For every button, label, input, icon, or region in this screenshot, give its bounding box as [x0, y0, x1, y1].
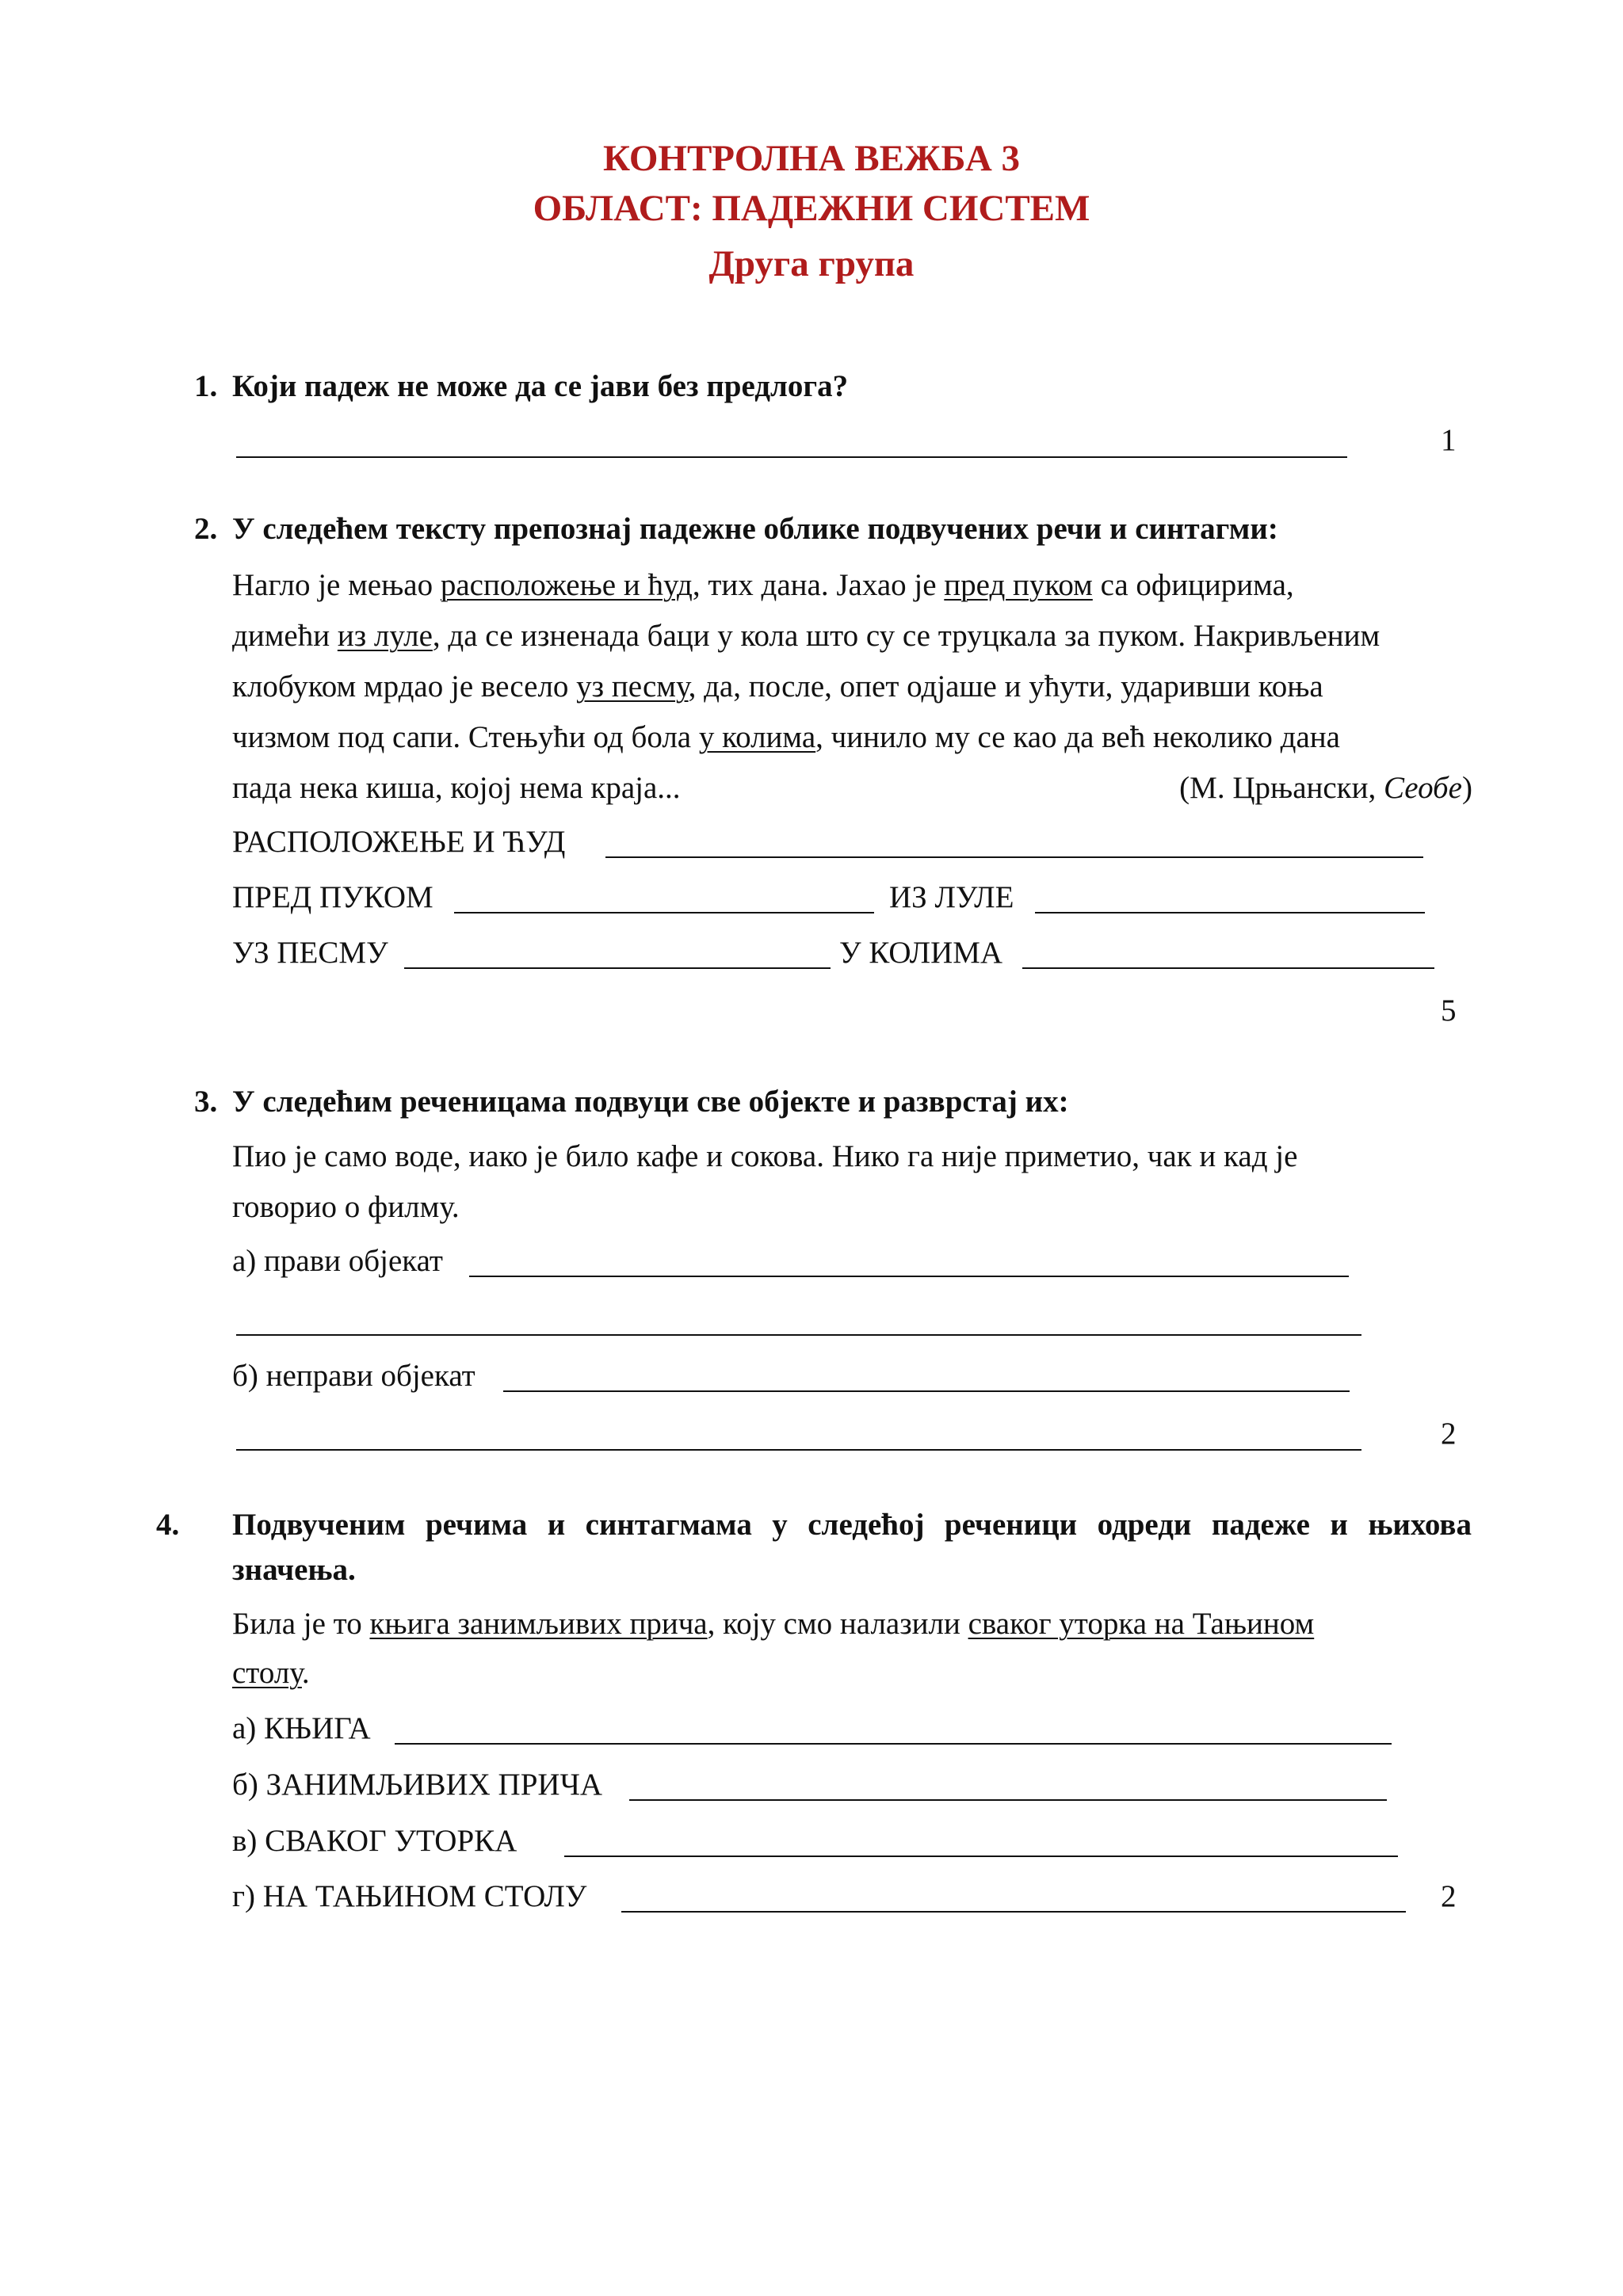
label-iz-lule: ИЗ ЛУЛЕ [889, 880, 1014, 914]
q4-sentence-line-1: Била је то књига занимљивих прича, коју смо налазили сваког уторка на Тањином [232, 1607, 1315, 1641]
q3-sentence-line-1: Пио је само воде, иако је било кафе и сокова. Нико га није приметио, чак и кад је [232, 1139, 1298, 1173]
question-1 [194, 364, 1472, 410]
underlined-uz-pesmu: уз песму [576, 669, 689, 704]
question-4-text: Подвученим речима и синтагмама у следећој реченици одреди падеже и њихова значења. [232, 1508, 1472, 1587]
answer-line-pravi-1[interactable] [469, 1276, 1349, 1277]
label-raspolozenje: РАСПОЛОЖЕЊЕ И ЋУД [232, 825, 566, 859]
passage-source: (М. Црњански, Сеобе) [1179, 771, 1472, 805]
q1-points: 1 [1441, 423, 1457, 457]
label-nepravi-objekat: б) неправи објекат [232, 1359, 475, 1393]
question-3 [194, 1080, 1472, 1125]
answer-line-knjiga[interactable] [395, 1743, 1392, 1745]
underlined-svakog-utorka: сваког уторка на Тањином [968, 1607, 1315, 1641]
question-3-text: У следећим реченицама подвуци све објекте и разврстај их: [232, 1085, 1069, 1119]
label-zanimljivih-prica: б) ЗАНИМЉИВИХ ПРИЧА [232, 1768, 603, 1802]
answer-line-iz-lule[interactable] [1035, 912, 1425, 913]
label-svakog-utorka: в) СВАКОГ УТОРКА [232, 1824, 517, 1858]
underlined-stolu: столу [232, 1656, 302, 1690]
underlined-pred-pukom: пред пуком [944, 568, 1093, 602]
answer-line-uz-pesmu[interactable] [404, 967, 831, 969]
question-2-number: 2. [194, 512, 218, 546]
q3-points: 2 [1441, 1417, 1457, 1451]
label-uz-pesmu: УЗ ПЕСМУ [232, 936, 388, 970]
underlined-u-kolima: у колима [698, 720, 816, 754]
passage-line-3: клобуком мрдао је весело уз песму, да, после, опет одјаше и ућути, ударивши коња [232, 669, 1323, 704]
label-pravi-objekat: а) прави објекат [232, 1244, 443, 1278]
answer-line-pred-pukom[interactable] [454, 912, 874, 913]
answer-line-pravi-2[interactable] [236, 1334, 1361, 1336]
answer-line-svakog-utorka[interactable] [564, 1855, 1398, 1857]
question-4-number: 4. [156, 1508, 180, 1542]
passage-line-5: пада нека киша, којој нема краја... [232, 771, 681, 805]
title-line-2: ОБЛАСТ: ПАДЕЖНИ СИСТЕМ [533, 188, 1090, 229]
answer-line-u-kolima[interactable] [1022, 967, 1434, 969]
underlined-raspolozenje: расположење и ћуд [440, 568, 693, 602]
question-1-text: Који падеж не може да се јави без предлога? [232, 369, 849, 403]
source-title: Сеобе [1384, 771, 1462, 805]
question-3-number: 3. [194, 1085, 218, 1119]
question-2-text: У следећем тексту препознај падежне облике подвучених речи и синтагми: [232, 512, 1278, 546]
question-4 [156, 1503, 1472, 1592]
passage-line-4: чизмом под сапи. Стењући од бола у колима, чинило му се као да већ неколико дана [232, 720, 1340, 754]
answer-line-raspolozenje[interactable] [605, 856, 1423, 858]
passage-line-1: Нагло је мењао расположење и ћуд, тих дана. Јахао је пред пуком са официрима, [232, 568, 1294, 602]
passage-line-2: димећи из луле, да се изненада баци у кола што су се труцкала за пуком. Накривљеним [232, 619, 1381, 653]
question-1-number: 1. [194, 369, 218, 403]
q4-sentence-line-2: столу. [232, 1656, 310, 1690]
label-knjiga: а) КЊИГА [232, 1711, 371, 1745]
label-pred-pukom: ПРЕД ПУКОМ [232, 880, 433, 914]
q4-points: 2 [1441, 1879, 1457, 1913]
answer-line-na-tanjinom-stolu[interactable] [621, 1911, 1406, 1913]
q1-answer-line[interactable] [236, 456, 1347, 458]
label-u-kolima: У КОЛИМА [839, 936, 1003, 970]
title-line-1: КОНТРОЛНА ВЕЖБА 3 [602, 138, 1021, 179]
q3-sentence-line-2: говорио о филму. [232, 1190, 460, 1224]
answer-line-nepravi-1[interactable] [503, 1390, 1350, 1392]
underlined-iz-lule: из луле [337, 619, 433, 653]
answer-line-nepravi-2[interactable] [236, 1449, 1361, 1451]
question-2 [194, 507, 1472, 552]
label-na-tanjinom-stolu: г) НА ТАЊИНОМ СТОЛУ [232, 1879, 587, 1913]
q2-points: 5 [1441, 994, 1457, 1028]
title-line-3: Друга група [708, 243, 915, 284]
answer-line-zanimljivih-prica[interactable] [629, 1799, 1387, 1801]
underlined-knjiga: књига занимљивих прича [369, 1607, 708, 1641]
